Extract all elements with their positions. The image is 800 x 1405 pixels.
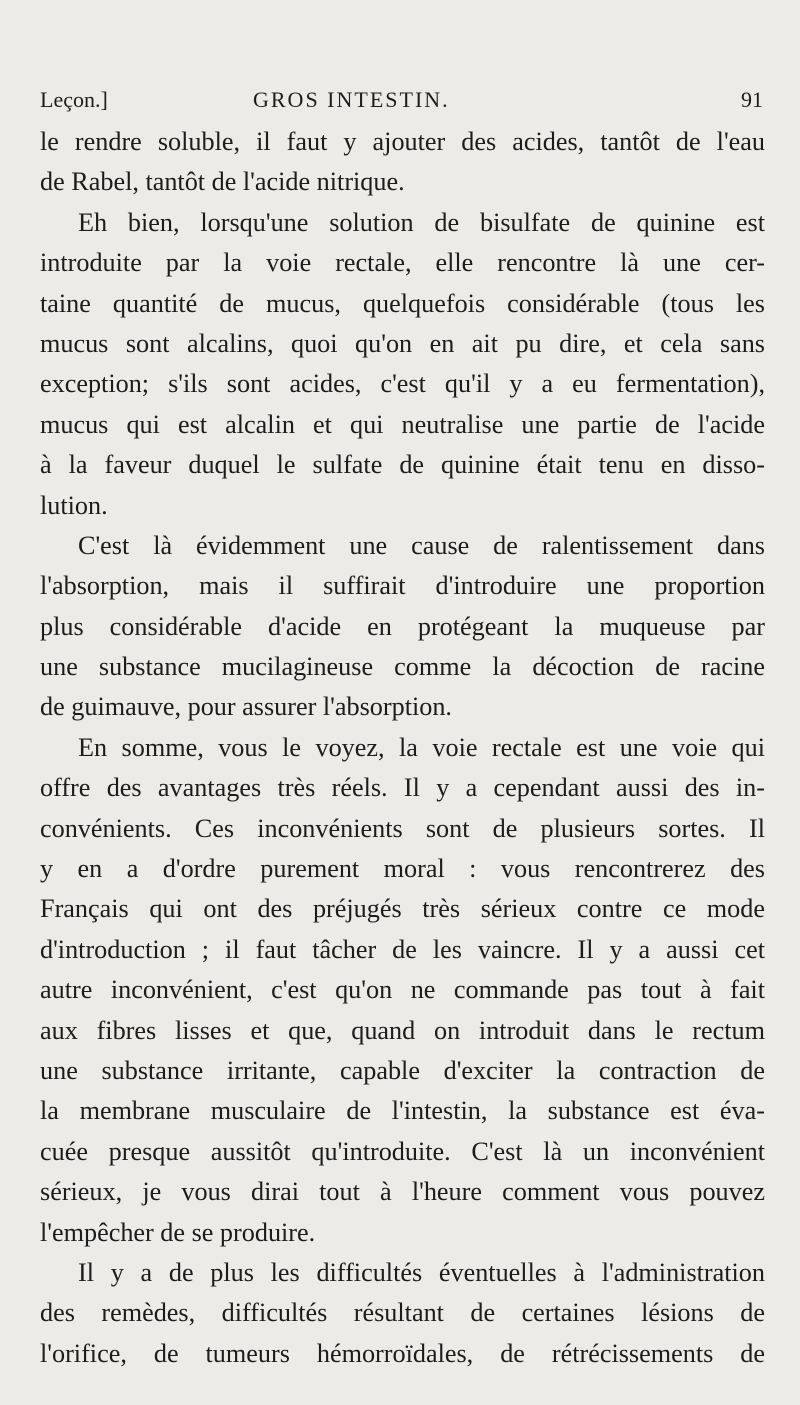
text-line: une substance irritante, capable d'exciter la contraction de <box>40 1055 765 1085</box>
text-line: aux fibres lisses et que, quand on introduit dans le rectum <box>40 1015 765 1045</box>
text-line: une substance mucilagineuse comme la décoction de racine <box>40 652 765 682</box>
body-text <box>40 122 765 1374</box>
page-number: 91 <box>741 87 763 112</box>
text-line: y en a d'ordre purement moral : vous rencontrerez des <box>40 854 765 884</box>
text-line: mucus qui est alcalin et qui neutralise une partie de l'acide <box>40 409 765 439</box>
text-line: C'est là évidemment une cause de ralentissement dans <box>78 530 765 560</box>
text-line: Français qui ont des préjugés très sérieux contre ce mode <box>40 894 765 924</box>
text-line: mucus sont alcalins, quoi qu'on en ait pu dire, et cela sans <box>40 328 765 358</box>
text-line: l'orifice, de tumeurs hémorroïdales, de rétrécissements de <box>40 1338 765 1368</box>
text-line: convénients. Ces inconvénients sont de plusieurs sortes. Il <box>40 813 765 843</box>
text-line: Il y a de plus les difficultés éventuelles à l'administration <box>78 1257 765 1287</box>
text-line: sérieux, je vous dirai tout à l'heure comment vous pouvez <box>40 1177 765 1207</box>
text-line: exception; s'ils sont acides, c'est qu'il y a eu fermentation), <box>40 369 765 399</box>
text-line: des remèdes, difficultés résultant de certaines lésions de <box>40 1298 765 1328</box>
text-line: de Rabel, tantôt de l'acide nitrique. <box>40 167 405 197</box>
text-line: l'absorption, mais il suffirait d'introduire une proportion <box>40 571 765 601</box>
text-line: la membrane musculaire de l'intestin, la substance est éva- <box>40 1096 765 1126</box>
text-line: taine quantité de mucus, quelquefois considérable (tous les <box>40 288 765 318</box>
text-line: autre inconvénient, c'est qu'on ne commande pas tout à fait <box>40 975 765 1005</box>
text-line: à la faveur duquel le sulfate de quinine était tenu en disso- <box>40 450 765 480</box>
text-line: de guimauve, pour assurer l'absorption. <box>40 692 452 722</box>
text-line: offre des avantages très réels. Il y a cependant aussi des in- <box>40 773 765 803</box>
text-line: plus considérable d'acide en protégeant la muqueuse par <box>40 611 765 641</box>
text-line: lution. <box>40 490 108 520</box>
running-head <box>40 86 763 114</box>
running-head-lesson: Leçon.] <box>40 87 108 112</box>
text-line: cuée presque aussitôt qu'introduite. C'est là un inconvénient <box>40 1136 765 1166</box>
text-line: Eh bien, lorsqu'une solution de bisulfate de quinine est <box>78 207 765 237</box>
text-line: introduite par la voie rectale, elle rencontre là une cer- <box>40 248 765 278</box>
running-head-title: GROS INTESTIN. <box>253 87 450 112</box>
text-line: l'empêcher de se produire. <box>40 1217 316 1247</box>
text-line: d'introduction ; il faut tâcher de les vaincre. Il y a aussi cet <box>40 934 765 964</box>
text-line: En somme, vous le voyez, la voie rectale est une voie qui <box>78 732 765 762</box>
text-line: le rendre soluble, il faut y ajouter des acides, tantôt de l'eau <box>40 127 765 156</box>
